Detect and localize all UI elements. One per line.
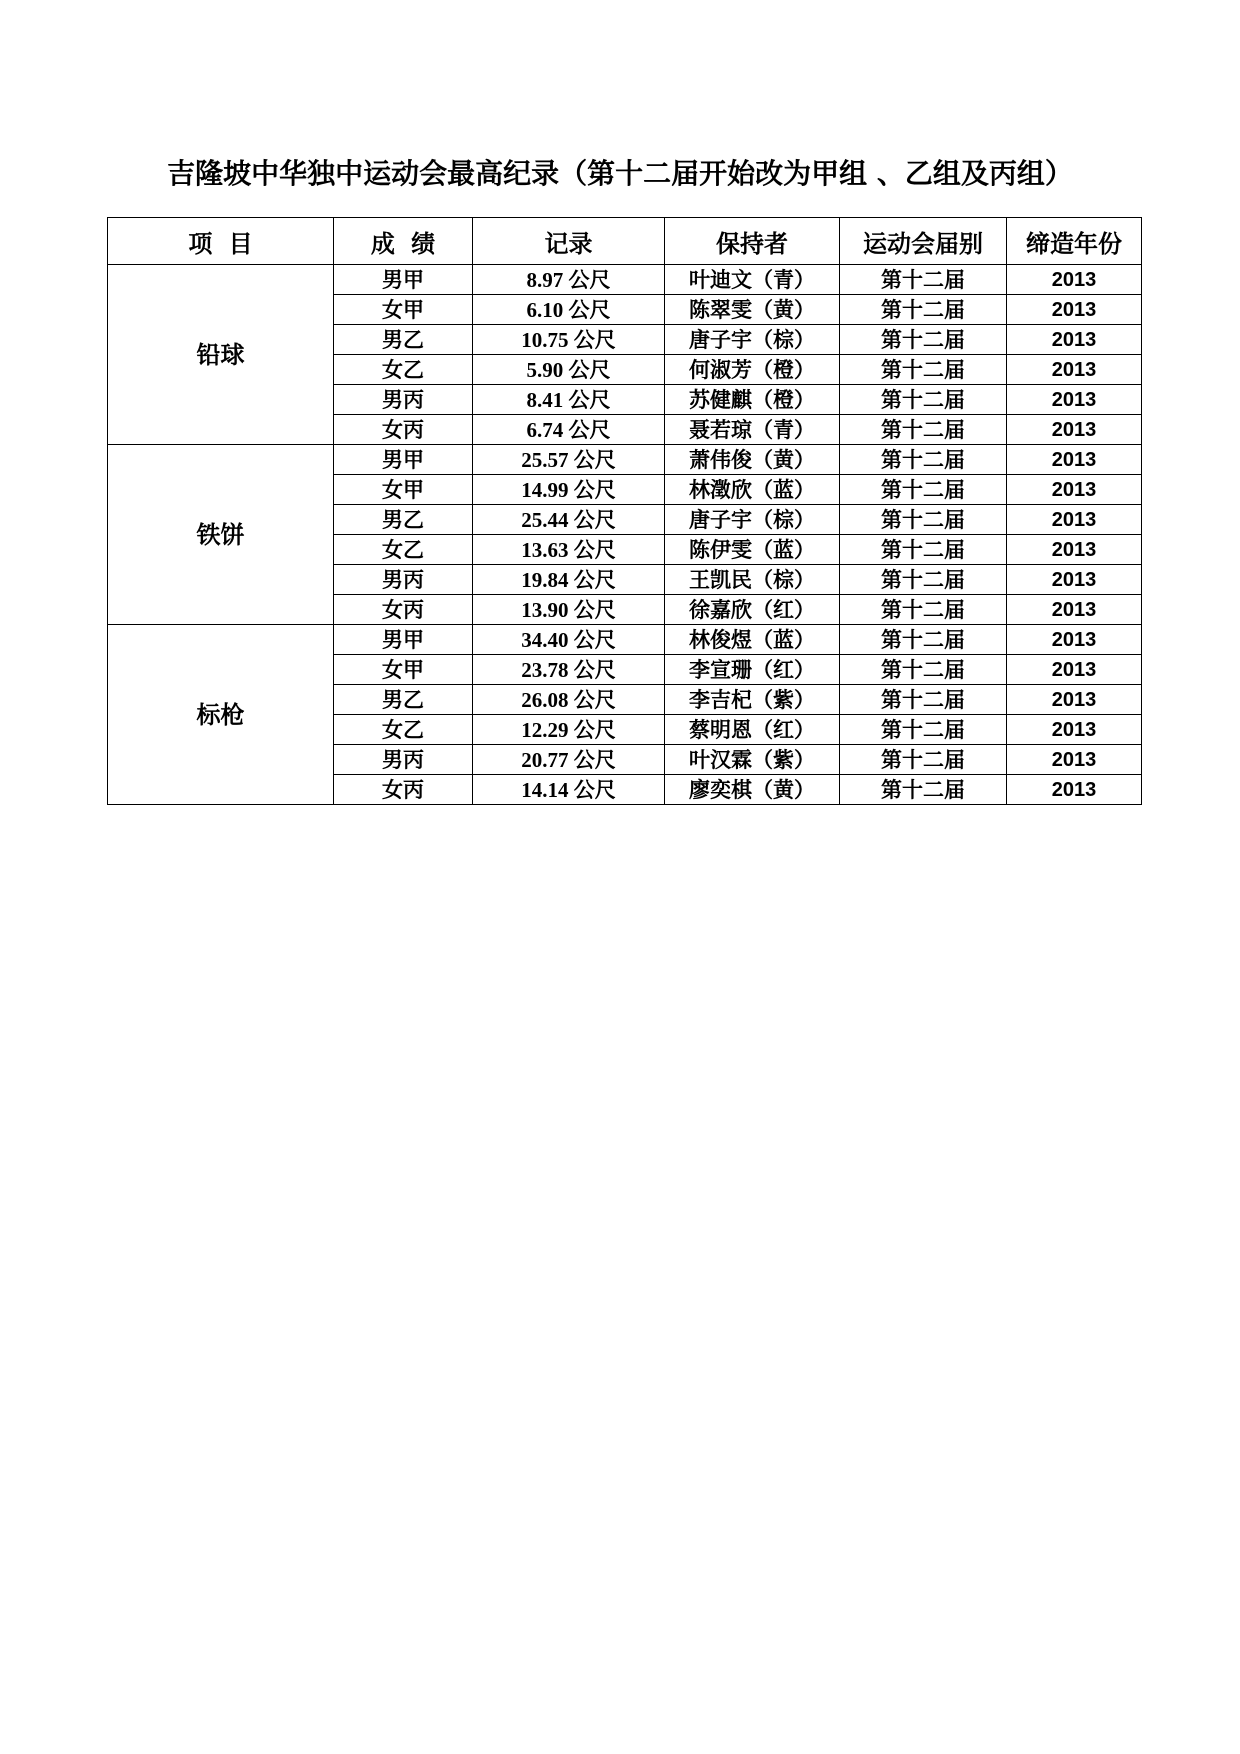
- holder-cell: 李宣珊（红）: [665, 655, 840, 685]
- year-cell: 2013: [1007, 625, 1142, 655]
- edition-cell: 第十二届: [840, 685, 1007, 715]
- division-cell: 女乙: [334, 355, 473, 385]
- division-cell: 女甲: [334, 475, 473, 505]
- records-table: [107, 217, 1142, 805]
- year-cell: 2013: [1007, 295, 1142, 325]
- division-cell: 男丙: [334, 385, 473, 415]
- holder-cell: 叶汉霖（紫）: [665, 745, 840, 775]
- header-edition: 运动会届别: [840, 218, 1007, 265]
- header-division: 成 绩: [334, 218, 473, 265]
- year-cell: 2013: [1007, 595, 1142, 625]
- division-cell: 男乙: [334, 685, 473, 715]
- edition-cell: 第十二届: [840, 415, 1007, 445]
- year-cell: 2013: [1007, 355, 1142, 385]
- year-cell: 2013: [1007, 415, 1142, 445]
- record-cell: 6.74 公尺: [473, 415, 665, 445]
- division-cell: 男甲: [334, 625, 473, 655]
- table-header-row: [108, 218, 1142, 265]
- division-cell: 男甲: [334, 445, 473, 475]
- record-cell: 20.77 公尺: [473, 745, 665, 775]
- year-cell: 2013: [1007, 445, 1142, 475]
- holder-cell: 唐子宇（棕）: [665, 505, 840, 535]
- edition-cell: 第十二届: [840, 535, 1007, 565]
- year-cell: 2013: [1007, 745, 1142, 775]
- edition-cell: 第十二届: [840, 505, 1007, 535]
- division-cell: 男丙: [334, 565, 473, 595]
- header-year: 缔造年份: [1007, 218, 1142, 265]
- holder-cell: 蔡明恩（红）: [665, 715, 840, 745]
- record-cell: 23.78 公尺: [473, 655, 665, 685]
- table-row: [108, 445, 1142, 475]
- edition-cell: 第十二届: [840, 745, 1007, 775]
- event-cell: 铁饼: [108, 445, 334, 625]
- holder-cell: 廖奕棋（黄）: [665, 775, 840, 805]
- year-cell: 2013: [1007, 475, 1142, 505]
- record-cell: 14.99 公尺: [473, 475, 665, 505]
- edition-cell: 第十二届: [840, 265, 1007, 295]
- year-cell: 2013: [1007, 535, 1142, 565]
- holder-cell: 陈翠雯（黄）: [665, 295, 840, 325]
- edition-cell: 第十二届: [840, 655, 1007, 685]
- record-cell: 25.44 公尺: [473, 505, 665, 535]
- edition-cell: 第十二届: [840, 715, 1007, 745]
- record-cell: 5.90 公尺: [473, 355, 665, 385]
- edition-cell: 第十二届: [840, 355, 1007, 385]
- year-cell: 2013: [1007, 505, 1142, 535]
- year-cell: 2013: [1007, 325, 1142, 355]
- division-cell: 女丙: [334, 415, 473, 445]
- record-cell: 6.10 公尺: [473, 295, 665, 325]
- header-event: 项 目: [108, 218, 334, 265]
- record-cell: 10.75 公尺: [473, 325, 665, 355]
- edition-cell: 第十二届: [840, 475, 1007, 505]
- edition-cell: 第十二届: [840, 625, 1007, 655]
- holder-cell: 徐嘉欣（红）: [665, 595, 840, 625]
- division-cell: 女乙: [334, 535, 473, 565]
- year-cell: 2013: [1007, 385, 1142, 415]
- edition-cell: 第十二届: [840, 325, 1007, 355]
- holder-cell: 叶迪文（青）: [665, 265, 840, 295]
- edition-cell: 第十二届: [840, 385, 1007, 415]
- division-cell: 女丙: [334, 775, 473, 805]
- edition-cell: 第十二届: [840, 445, 1007, 475]
- year-cell: 2013: [1007, 265, 1142, 295]
- table-row: [108, 265, 1142, 295]
- edition-cell: 第十二届: [840, 295, 1007, 325]
- holder-cell: 聂若琼（青）: [665, 415, 840, 445]
- holder-cell: 萧伟俊（黄）: [665, 445, 840, 475]
- year-cell: 2013: [1007, 655, 1142, 685]
- division-cell: 女乙: [334, 715, 473, 745]
- holder-cell: 何淑芳（橙）: [665, 355, 840, 385]
- event-cell: 标枪: [108, 625, 334, 805]
- division-cell: 男甲: [334, 265, 473, 295]
- record-cell: 26.08 公尺: [473, 685, 665, 715]
- holder-cell: 唐子宇（棕）: [665, 325, 840, 355]
- holder-cell: 陈伊雯（蓝）: [665, 535, 840, 565]
- header-holder: 保持者: [665, 218, 840, 265]
- holder-cell: 林澂欣（蓝）: [665, 475, 840, 505]
- record-cell: 8.97 公尺: [473, 265, 665, 295]
- division-cell: 男乙: [334, 505, 473, 535]
- year-cell: 2013: [1007, 775, 1142, 805]
- record-cell: 34.40 公尺: [473, 625, 665, 655]
- record-cell: 12.29 公尺: [473, 715, 665, 745]
- table-row: [108, 625, 1142, 655]
- record-cell: 25.57 公尺: [473, 445, 665, 475]
- edition-cell: 第十二届: [840, 775, 1007, 805]
- division-cell: 女甲: [334, 295, 473, 325]
- edition-cell: 第十二届: [840, 595, 1007, 625]
- year-cell: 2013: [1007, 715, 1142, 745]
- header-record: 记录: [473, 218, 665, 265]
- year-cell: 2013: [1007, 685, 1142, 715]
- holder-cell: 王凯民（棕）: [665, 565, 840, 595]
- record-cell: 14.14 公尺: [473, 775, 665, 805]
- division-cell: 男乙: [334, 325, 473, 355]
- division-cell: 男丙: [334, 745, 473, 775]
- holder-cell: 李吉杞（紫）: [665, 685, 840, 715]
- holder-cell: 苏健麒（橙）: [665, 385, 840, 415]
- event-cell: 铅球: [108, 265, 334, 445]
- record-cell: 19.84 公尺: [473, 565, 665, 595]
- record-cell: 13.63 公尺: [473, 535, 665, 565]
- edition-cell: 第十二届: [840, 565, 1007, 595]
- year-cell: 2013: [1007, 565, 1142, 595]
- page-title: 吉隆坡中华独中运动会最高纪录（第十二届开始改为甲组 、乙组及丙组）: [167, 157, 1073, 190]
- holder-cell: 林俊煜（蓝）: [665, 625, 840, 655]
- record-cell: 8.41 公尺: [473, 385, 665, 415]
- division-cell: 女丙: [334, 595, 473, 625]
- record-cell: 13.90 公尺: [473, 595, 665, 625]
- division-cell: 女甲: [334, 655, 473, 685]
